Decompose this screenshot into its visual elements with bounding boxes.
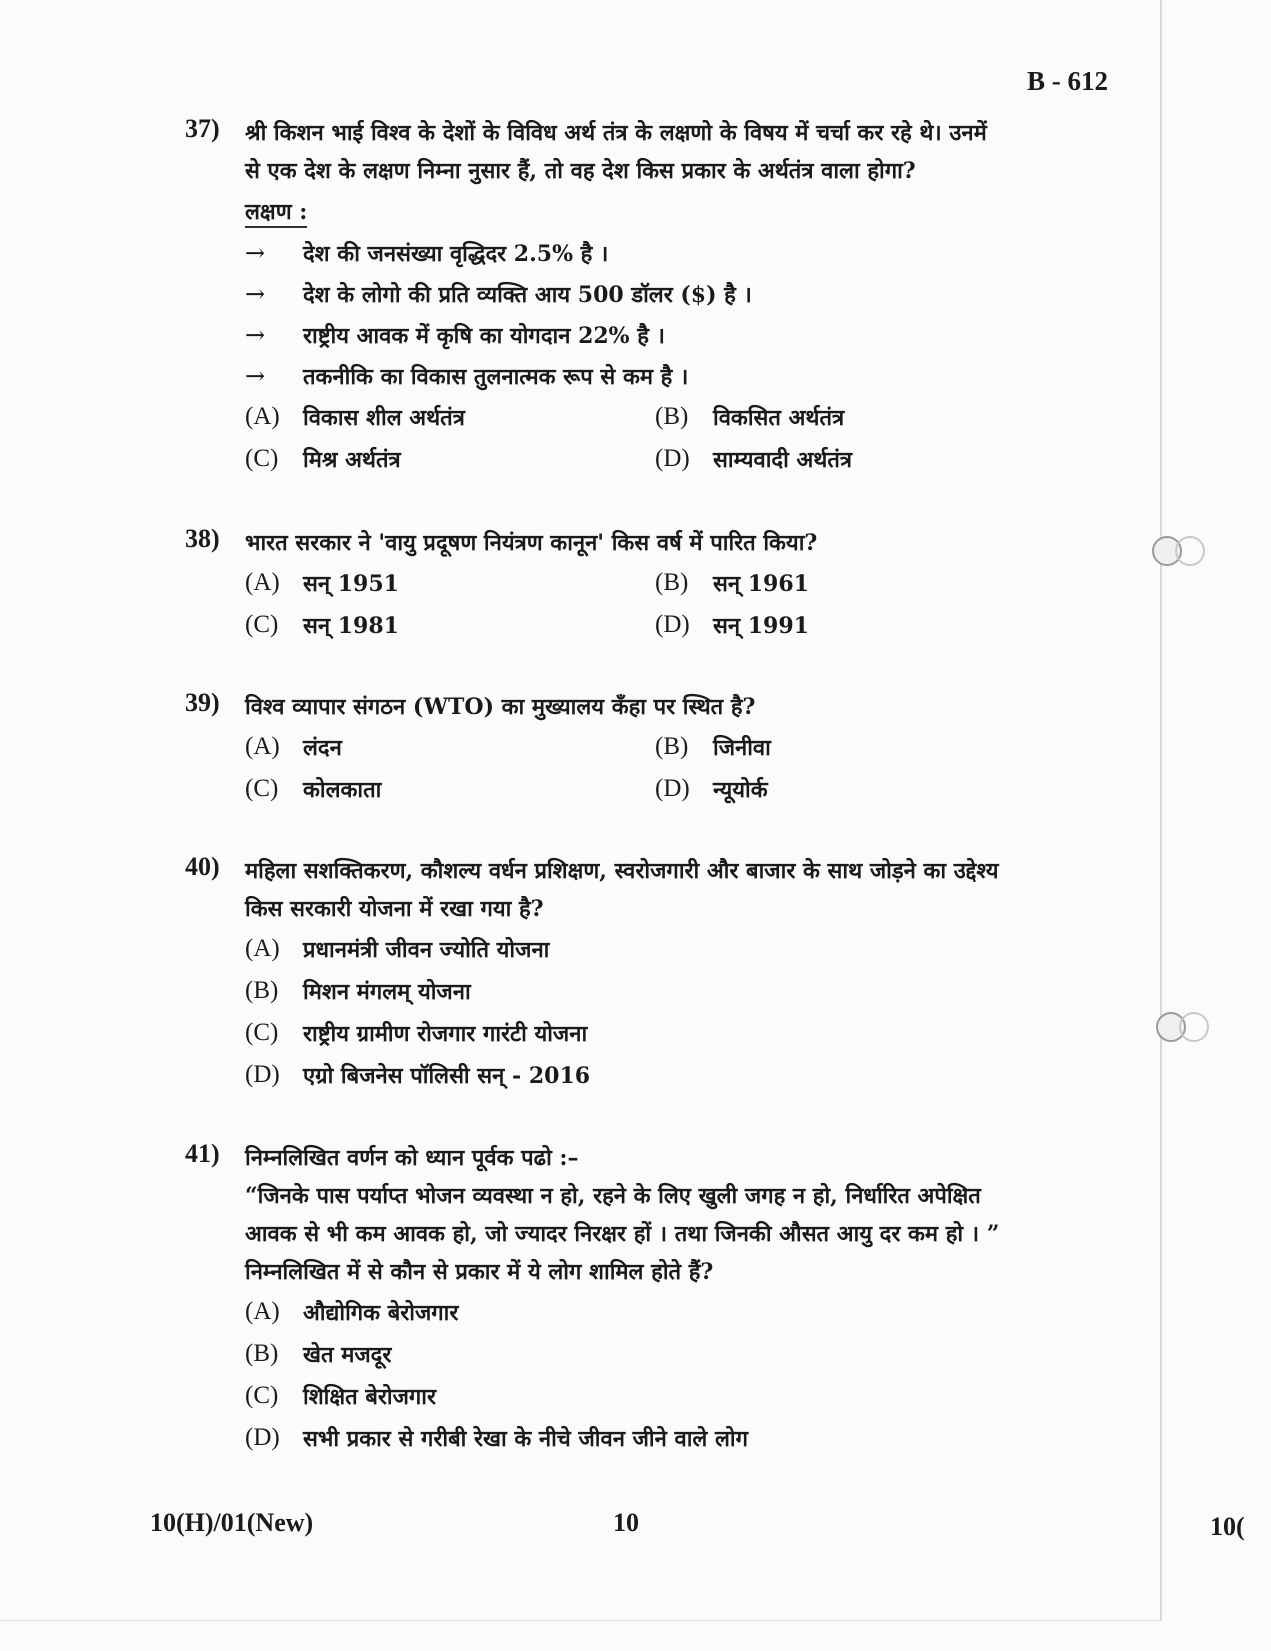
option-text: खेत मजदूर xyxy=(303,1342,392,1368)
stem-line: आवक से भी कम आवक हो, जो ज्यादर निरक्षर हों । तथा जिनकी औसत आयु दर कम हो । ” xyxy=(245,1221,1000,1247)
option-d[interactable] xyxy=(245,1417,1045,1459)
question-39 xyxy=(185,688,1065,810)
question-stem: विश्व व्यापार संगठन (WTO) का मुख्यालय कँहा पर स्थित है? xyxy=(245,694,756,720)
option-text: न्यूयोर्क xyxy=(713,777,768,803)
option-text: मिशन मंगलम् योजना xyxy=(303,979,471,1005)
option-label: (D) xyxy=(245,1424,280,1451)
feature-item xyxy=(245,314,1065,355)
stem-line: किस सरकारी योजना में रखा गया है? xyxy=(245,896,544,922)
stem-line: श्री किशन भाई विश्व के देशों के विविध अर्थ तंत्र के लक्षणो के विषय में चर्चा कर रहे थे। उनमें xyxy=(245,120,987,146)
option-label: (B) xyxy=(245,1340,279,1367)
option-a[interactable] xyxy=(245,568,655,598)
options-grid xyxy=(245,396,1065,480)
option-text: लंदन xyxy=(303,735,342,761)
question-stem xyxy=(245,1139,1065,1291)
option-d[interactable] xyxy=(655,774,1065,804)
option-a[interactable] xyxy=(245,402,655,432)
option-label: (A) xyxy=(245,733,280,760)
stem-line: निम्नलिखित में से कौन से प्रकार में ये लोग शामिल होते हैं? xyxy=(245,1259,714,1285)
option-a[interactable] xyxy=(245,732,655,762)
option-text: शिक्षित बेरोजगार xyxy=(303,1384,436,1410)
feature-text: तकनीकि का विकास तुलनात्मक रूप से कम है । xyxy=(303,363,689,390)
question-41 xyxy=(185,1139,1065,1459)
paper-code: 10(H)/01(New) xyxy=(150,1508,314,1537)
question-number: 41) xyxy=(185,1139,220,1168)
question-number: 37) xyxy=(185,114,220,143)
option-text: औद्योगिक बेरोजगार xyxy=(303,1300,459,1326)
page-number: 10 xyxy=(613,1508,639,1537)
question-40 xyxy=(185,852,1065,1096)
option-text: विकास शील अर्थतंत्र xyxy=(303,405,465,431)
option-text: साम्यवादी अर्थतंत्र xyxy=(713,447,852,473)
punch-hole-icon xyxy=(1179,1012,1209,1042)
question-38 xyxy=(185,524,1065,646)
option-d[interactable] xyxy=(655,444,1065,474)
options-list xyxy=(245,1291,1065,1459)
feature-item xyxy=(245,273,1065,314)
stem-line: “जिनके पास पर्याप्त भोजन व्यवस्था न हो, रहने के लिए खुली जगह न हो, निर्धारित अपेक्षित xyxy=(245,1183,981,1209)
option-text: सभी प्रकार से गरीबी रेखा के नीचे जीवन जीने वाले लोग xyxy=(303,1426,748,1452)
option-label: (D) xyxy=(655,611,690,638)
option-label: (A) xyxy=(245,935,280,962)
option-label: (C) xyxy=(245,1382,279,1409)
features-block xyxy=(245,190,1065,396)
option-text: सन् 1961 xyxy=(713,571,809,597)
option-text: विकसित अर्थतंत्र xyxy=(713,405,845,431)
option-text: सन् 1981 xyxy=(303,613,399,639)
option-b[interactable] xyxy=(655,732,1065,762)
question-number: 38) xyxy=(185,524,220,553)
features-title: लक्षण : xyxy=(245,196,307,228)
option-label: (C) xyxy=(245,445,279,472)
option-b[interactable] xyxy=(245,970,1045,1012)
option-c[interactable] xyxy=(245,1012,1045,1054)
option-b[interactable] xyxy=(655,568,1065,598)
question-stem xyxy=(245,852,1065,928)
stem-line: से एक देश के लक्षण निम्ना नुसार हैं, तो वह देश किस प्रकार के अर्थतंत्र वाला होगा? xyxy=(245,158,916,184)
option-label: (D) xyxy=(655,445,690,472)
option-c[interactable] xyxy=(245,774,655,804)
paper-series-code: B - 612 xyxy=(1027,66,1108,96)
punch-hole-icon xyxy=(1175,536,1205,566)
stem-line: निम्नलिखित वर्णन को ध्यान पूर्वक पढो :– xyxy=(245,1145,579,1171)
option-text: प्रधानमंत्री जीवन ज्योति योजना xyxy=(303,937,550,963)
option-d[interactable] xyxy=(655,610,1065,640)
option-b[interactable] xyxy=(655,402,1065,432)
option-label: (B) xyxy=(655,403,689,430)
option-text: मिश्र अर्थतंत्र xyxy=(303,447,401,473)
arrow-icon: → xyxy=(245,279,266,308)
option-d[interactable] xyxy=(245,1054,1045,1096)
option-label: (D) xyxy=(245,1061,280,1088)
feature-item xyxy=(245,232,1065,273)
option-label: (C) xyxy=(245,611,279,638)
stem-line: महिला सशक्तिकरण, कौशल्य वर्धन प्रशिक्षण, स्वरोजगारी और बाजार के साथ जोड़ने का उद्देश्य xyxy=(245,858,999,884)
feature-text: देश की जनसंख्या वृद्धिदर 2.5% है । xyxy=(303,240,609,267)
arrow-icon: → xyxy=(245,361,266,390)
question-stem: भारत सरकार ने 'वायु प्रदूषण नियंत्रण कानून' किस वर्ष में पारित किया? xyxy=(245,530,818,556)
options-list xyxy=(245,928,1065,1096)
option-text: सन् 1991 xyxy=(713,613,809,639)
feature-item xyxy=(245,355,1065,396)
option-label: (A) xyxy=(245,569,280,596)
option-label: (B) xyxy=(655,569,689,596)
question-stem xyxy=(245,114,1065,190)
option-c[interactable] xyxy=(245,444,655,474)
option-text: राष्ट्रीय ग्रामीण रोजगार गारंटी योजना xyxy=(303,1021,588,1047)
option-text: सन् 1951 xyxy=(303,571,399,597)
question-number: 40) xyxy=(185,852,220,881)
option-label: (D) xyxy=(655,775,690,802)
option-c[interactable] xyxy=(245,1375,1045,1417)
option-c[interactable] xyxy=(245,610,655,640)
option-text: जिनीवा xyxy=(713,735,771,761)
option-text: एग्रो बिजनेस पॉलिसी सन् - 2016 xyxy=(303,1063,591,1089)
arrow-icon: → xyxy=(245,320,266,349)
option-label: (B) xyxy=(655,733,689,760)
option-label: (C) xyxy=(245,1019,279,1046)
feature-text: राष्ट्रीय आवक में कृषि का योगदान 22% है । xyxy=(303,322,665,349)
question-37 xyxy=(185,114,1065,480)
option-a[interactable] xyxy=(245,1291,1045,1333)
next-page-fragment: 10( xyxy=(1210,1512,1245,1541)
option-label: (C) xyxy=(245,775,279,802)
options-grid xyxy=(245,562,1065,646)
option-text: कोलकाता xyxy=(303,777,382,803)
option-b[interactable] xyxy=(245,1333,1045,1375)
option-label: (A) xyxy=(245,403,280,430)
option-label: (B) xyxy=(245,977,279,1004)
arrow-icon: → xyxy=(245,238,266,267)
options-grid xyxy=(245,726,1065,810)
feature-text: देश के लोगो की प्रति व्यक्ति आय 500 डॉलर ($) है । xyxy=(303,281,752,308)
option-label: (A) xyxy=(245,1298,280,1325)
option-a[interactable] xyxy=(245,928,1045,970)
question-number: 39) xyxy=(185,688,220,717)
